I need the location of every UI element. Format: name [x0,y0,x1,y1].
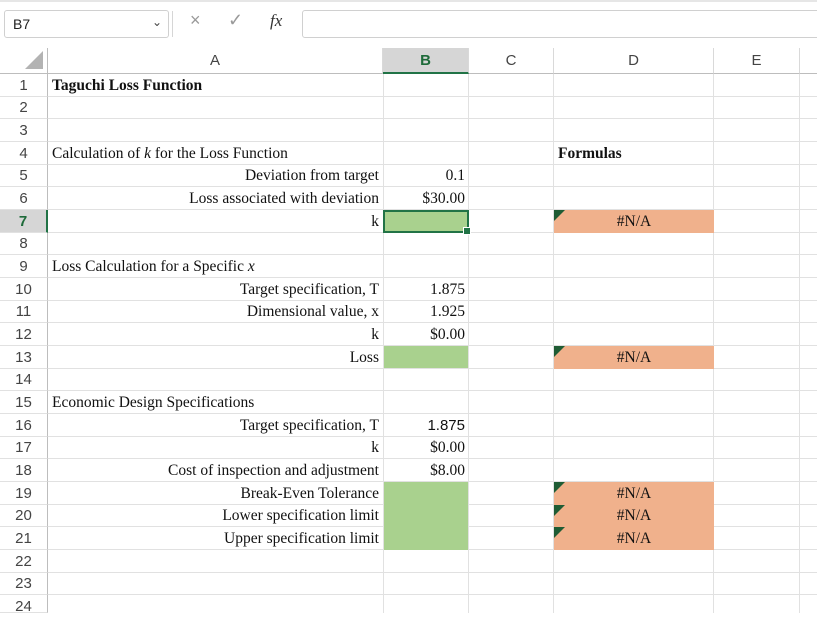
active-cell-selection[interactable] [383,210,469,233]
k-label-row7[interactable]: k [371,213,379,230]
row-header-18[interactable]: 18 [0,459,48,482]
error-indicator-icon [554,527,565,538]
dimensional-value-label[interactable]: Dimensional value, x [246,303,379,320]
break-even-label[interactable]: Break-Even Tolerance [240,485,379,502]
error-indicator-icon [554,482,565,493]
formula-cell-d21[interactable] [554,527,714,550]
formula-cell-d20[interactable] [554,505,714,527]
k-label-row12[interactable]: k [371,326,379,343]
row-header-22[interactable]: 22 [0,550,48,573]
target-spec-value-row10[interactable]: 1.875 [430,281,465,298]
row-header-5[interactable]: 5 [0,165,48,187]
k-value-row12[interactable]: $0.00 [430,326,465,343]
row-header-3[interactable]: 3 [0,119,48,142]
row-header-7[interactable]: 7 [0,210,48,233]
column-header-b[interactable]: B [383,48,469,74]
dimensional-value[interactable]: 1.925 [430,303,465,320]
column-header-f[interactable] [800,48,817,74]
sheet-title[interactable]: Taguchi Loss Function [52,77,203,94]
loss-label[interactable]: Loss [349,349,379,366]
target-spec-label-row10[interactable]: Target specification, T [239,281,379,298]
row-header-1[interactable]: 1 [0,74,48,97]
deviation-label[interactable]: Deviation from target [244,167,379,184]
row-header-16[interactable]: 16 [0,414,48,437]
gridline [48,118,817,119]
upper-limit-label[interactable]: Upper specification limit [224,530,379,547]
target-spec-label-row16[interactable]: Target specification, T [239,417,379,434]
loss-deviation-label[interactable]: Loss associated with deviation [189,190,379,207]
column-header-e[interactable]: E [714,48,800,74]
inspection-cost-value[interactable]: $8.00 [430,462,465,479]
formula-cell-d20-value: #N/A [616,507,652,524]
target-spec-value-row16[interactable]: 1.875 [427,417,465,434]
insert-function-icon[interactable]: fx [270,11,283,30]
gridline [48,594,817,595]
error-indicator-icon [554,346,565,357]
formula-cell-d7[interactable] [554,210,714,233]
row-header-12[interactable]: 12 [0,323,48,346]
formula-cell-d19-value: #N/A [616,485,652,502]
loss-result-cell-b13[interactable] [384,346,468,368]
column-header-a[interactable]: A [48,48,383,74]
section-k-suffix: for the Loss Function [151,145,288,162]
fill-handle[interactable] [463,227,471,235]
loss-deviation-value[interactable]: $30.00 [422,190,465,207]
row-header-21[interactable]: 21 [0,527,48,550]
section-k-prefix: Calculation of [52,145,145,162]
formula-cell-d13[interactable] [554,346,714,369]
cancel-icon[interactable]: × [190,10,201,30]
row-header-13[interactable]: 13 [0,346,48,369]
deviation-value[interactable]: 0.1 [445,167,465,184]
error-indicator-icon [554,210,565,221]
section-k-heading[interactable] [48,142,288,165]
gridline [799,74,800,613]
row-header-9[interactable]: 9 [0,255,48,278]
k-value-row17[interactable]: $0.00 [430,439,465,456]
formula-cell-d21-value: #N/A [616,530,652,547]
spec-results-block-b19-b21[interactable] [384,482,468,550]
select-all-triangle-icon [25,51,43,69]
row-header-10[interactable]: 10 [0,278,48,301]
column-header-c[interactable]: C [469,48,554,74]
row-header-6[interactable]: 6 [0,187,48,210]
row-header-17[interactable]: 17 [0,437,48,459]
name-box-value: B7 [13,16,31,32]
row-header-23[interactable]: 23 [0,573,48,595]
row-header-14[interactable]: 14 [0,369,48,391]
column-header-d[interactable]: D [554,48,714,74]
section-loss-italic: x [247,258,255,275]
row-header-8[interactable]: 8 [0,233,48,255]
inspection-cost-label[interactable]: Cost of inspection and adjustment [168,462,379,479]
formula-cell-d19[interactable] [554,482,714,505]
row-header-24[interactable]: 24 [0,595,48,613]
lower-limit-label[interactable]: Lower specification limit [222,507,379,524]
chevron-down-icon[interactable]: ⌄ [151,15,162,29]
error-indicator-icon [554,505,565,516]
section-k-italic: k [144,145,152,162]
check-icon[interactable]: ✓ [228,10,244,30]
formula-cell-d7-value: #N/A [616,213,652,230]
gridline [48,572,817,573]
row-header-2[interactable]: 2 [0,97,48,119]
formulas-header[interactable]: Formulas [558,145,622,162]
formula-cell-d13-value: #N/A [616,349,652,366]
row-header-20[interactable]: 20 [0,505,48,527]
row-header-19[interactable]: 19 [0,482,48,505]
row-header-15[interactable]: 15 [0,391,48,414]
select-all-button[interactable] [0,48,48,74]
k-label-row17[interactable]: k [371,439,379,456]
section-loss-prefix: Loss Calculation for a Specific [52,258,248,275]
section-loss-heading[interactable] [48,255,255,278]
row-header-11[interactable]: 11 [0,301,48,323]
row-header-4[interactable]: 4 [0,142,48,165]
section-econ-heading[interactable]: Economic Design Specifications [52,394,255,411]
